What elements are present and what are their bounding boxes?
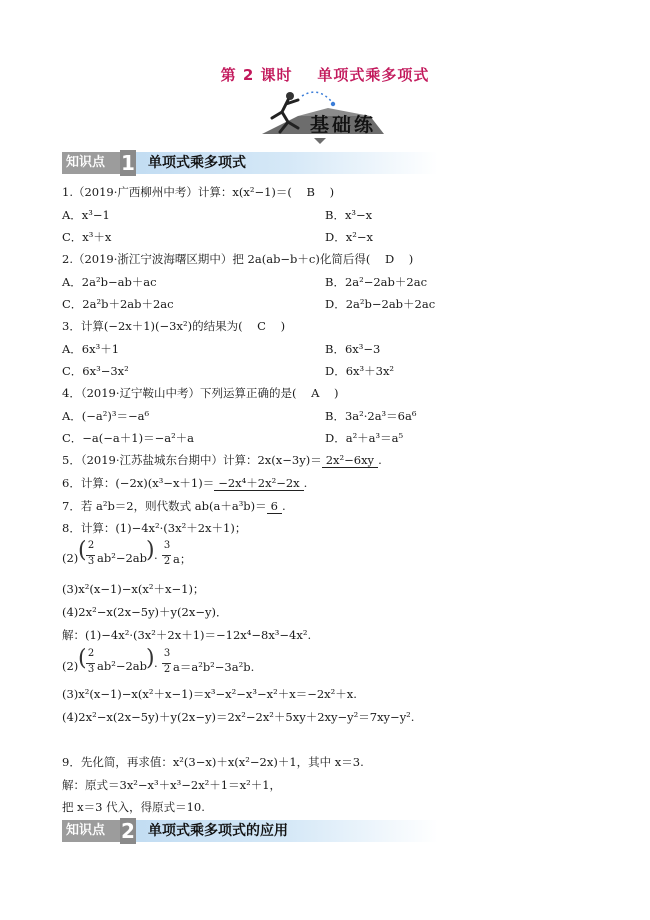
punctuation: .: [281, 499, 286, 513]
option-a: A．6x³＋1: [62, 342, 120, 356]
numerator: 3: [163, 648, 171, 659]
section-header-1: [62, 152, 438, 174]
option-c: C．−a(−a＋1)＝−a²＋a: [62, 431, 195, 445]
denominator: 2: [163, 556, 171, 567]
option-d: D．6x³＋3x²: [325, 364, 395, 378]
question-8-part-3: (3)x²(x−1)−x(x²＋x−1)；: [62, 582, 205, 596]
part-label: (2): [62, 659, 79, 673]
denominator: 3: [87, 556, 95, 567]
dot: ·: [154, 659, 158, 673]
option-c: C．2a²b＋2ab＋2ac: [62, 297, 174, 311]
page-title: 第 2 课时 单项式乘多项式: [220, 66, 430, 84]
numerator: 2: [87, 648, 95, 659]
left-paren: (: [78, 646, 87, 671]
denominator: 2: [163, 664, 171, 675]
right-paren: ): [146, 646, 155, 671]
question-8: 8．计算：(1)−4x²·(3x²＋2x＋1)；: [62, 521, 247, 535]
answer-blank: −2x⁴＋2x²−2x: [214, 476, 303, 491]
punctuation: .: [378, 453, 382, 467]
section-tag: 知识点: [62, 820, 132, 842]
solution-4: (4)2x²−x(2x−5y)＋y(2x−y)＝2x²−2x²＋5xy＋2xy−y²＝7xy−y².: [62, 710, 415, 724]
answer-blank: 2x²−6xy: [322, 453, 378, 468]
section-tag: 知识点: [62, 152, 132, 174]
question-9-solution-2: 把 x＝3 代入，得原式＝10.: [62, 800, 205, 814]
answer-blank: 6: [267, 499, 282, 514]
expression: ab²−2ab: [97, 659, 147, 673]
option-b: B．x³−x: [325, 208, 373, 222]
question-4: 4．（2019·辽宁鞍山中考）下列运算正确的是( A ): [62, 386, 339, 400]
part-label: (2): [62, 551, 79, 565]
expression: a；: [173, 552, 192, 566]
numerator: 2: [87, 540, 95, 551]
section-number: 1: [121, 151, 135, 175]
option-c: C．6x³−3x²: [62, 364, 129, 378]
section-header-2: [62, 820, 438, 842]
question-9: 9．先化简，再求值：x²(3−x)＋x(x²−2x)＋1，其中 x＝3.: [62, 755, 364, 769]
dot: ·: [154, 551, 158, 565]
question-text: 7．若 a²b＝2，则代数式 ab(a＋a³b)＝: [62, 499, 267, 513]
left-paren: (: [78, 538, 87, 563]
section-number: 2: [121, 819, 135, 843]
option-a: A．2a²b−ab＋ac: [62, 275, 157, 289]
question-5: [62, 452, 382, 468]
solution-1: 解：(1)−4x²·(3x²＋2x＋1)＝−12x⁴−8x³−4x².: [62, 628, 312, 642]
expression: ab²−2ab: [97, 551, 147, 565]
question-1: 1.（2019·广西柳州中考）计算：x(x²−1)＝( B ): [62, 185, 335, 199]
section-title: 单项式乘多项式的应用: [148, 823, 288, 839]
option-b: B．2a²−2ab＋2ac: [325, 275, 428, 289]
question-7: [62, 498, 286, 514]
banner-label: 基础练: [310, 114, 377, 136]
question-3: 3．计算(−2x＋1)(−3x²)的结果为( C ): [62, 319, 286, 333]
option-b: B．6x³−3: [325, 342, 381, 356]
question-text: 5．（2019·江苏盐城东台期中）计算：2x(x−3y)＝: [62, 453, 322, 467]
expression: a＝a²b²−3a²b.: [173, 660, 255, 674]
option-a: A．(−a²)³＝−a⁶: [62, 409, 150, 423]
question-2: 2.（2019·浙江宁波海曙区期中）把 2a(ab−b＋c)化简后得( D ): [62, 252, 414, 266]
section-title: 单项式乘多项式: [148, 155, 246, 171]
punctuation: .: [303, 476, 308, 490]
numerator: 3: [163, 540, 171, 551]
option-b: B．3a²·2a³＝6a⁶: [325, 409, 417, 423]
solution-3: (3)x²(x−1)−x(x²＋x−1)＝x³−x²−x³−x²＋x＝−2x²＋x.: [62, 687, 357, 701]
right-paren: ): [146, 538, 155, 563]
denominator: 3: [87, 664, 95, 675]
question-text: 6．计算：(−2x)(x³−x＋1)＝: [62, 476, 215, 490]
option-a: A．x³−1: [62, 208, 110, 222]
option-c: C．x³＋x: [62, 230, 112, 244]
question-6: [62, 475, 307, 491]
option-d: D．x²−x: [325, 230, 373, 244]
question-8-part-4: (4)2x²−x(2x−5y)＋y(2x−y)．: [62, 605, 228, 619]
option-d: D．2a²b−2ab＋2ac: [325, 297, 436, 311]
question-9-solution-1: 解：原式＝3x²−x³＋x³−2x²＋1＝x²＋1，: [62, 778, 282, 792]
option-d: D．a²＋a³＝a⁵: [325, 431, 404, 445]
